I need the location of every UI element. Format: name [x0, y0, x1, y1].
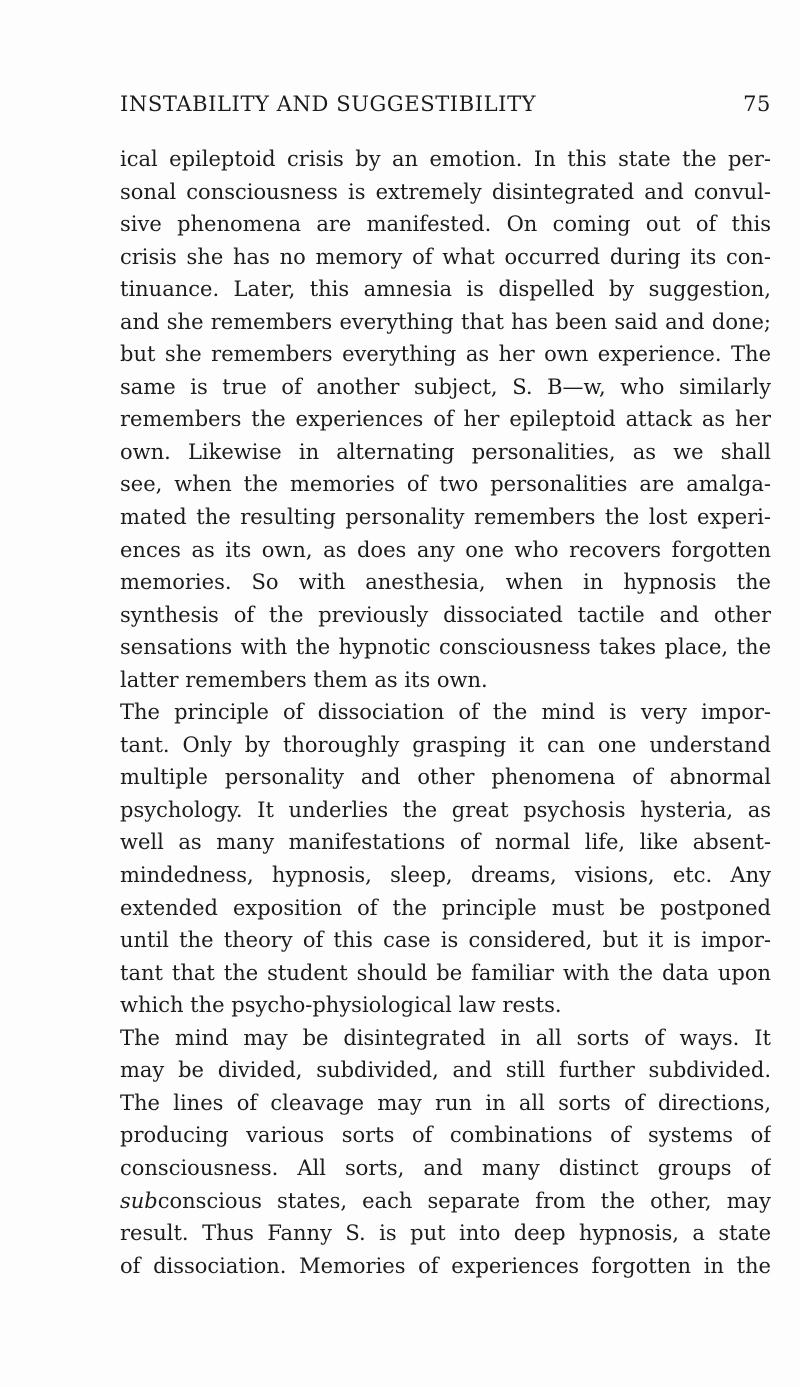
running-head [120, 92, 771, 122]
running-head-title: INSTABILITY AND SUGGESTIBILITY [120, 92, 537, 116]
text-line: sonal consciousness is extremely disintegrated and convul- [120, 179, 771, 204]
text-line-rest: conscious states, each separate from the other, may [157, 1188, 771, 1213]
text-line: tinuance. Later, this amnesia is dispelled by suggestion, [120, 277, 771, 302]
text-line: see, when the memories of two personalities are amalga- [120, 472, 771, 497]
text-line: The lines of cleavage may run in all sorts of directions, [120, 1090, 771, 1115]
text-line: until the theory of this case is considered, but it is impor- [120, 928, 771, 953]
text-line: sensations with the hypnotic consciousness takes place, the [120, 635, 771, 660]
text-line-paragraph-end: latter remembers them as its own. [120, 667, 488, 692]
text-line-with-italic [120, 1185, 771, 1218]
text-line: result. Thus Fanny S. is put into deep hypnosis, a state [120, 1221, 771, 1246]
text-line: psychology. It underlies the great psychosis hysteria, as [120, 797, 771, 822]
text-line: mindedness, hypnosis, sleep, dreams, visions, etc. Any [120, 863, 771, 888]
text-line: mated the resulting personality remembers the lost experi- [120, 505, 771, 530]
text-line: producing various sorts of combinations of systems of [120, 1123, 771, 1148]
text-line: sive phenomena are manifested. On coming out of this [120, 212, 771, 237]
text-line: consciousness. All sorts, and many distinct groups of [120, 1155, 771, 1180]
text-line: tant. Only by thoroughly grasping it can one understand [120, 732, 771, 757]
text-line: but she remembers everything as her own experience. The [120, 342, 771, 367]
body-text [120, 143, 771, 1282]
text-line: extended exposition of the principle must be postponed [120, 895, 771, 920]
text-line: ences as its own, as does any one who recovers forgotten [120, 537, 771, 562]
text-line: may be divided, subdivided, and still further subdivided. [120, 1058, 771, 1083]
text-line: ical epileptoid crisis by an emotion. In this state the per- [120, 147, 771, 171]
text-line: tant that the student should be familiar with the data upon [120, 960, 771, 985]
page-number: 75 [743, 92, 771, 116]
text-line: own. Likewise in alternating personalities, as we shall [120, 439, 771, 464]
text-line: remembers the experiences of her epileptoid attack as her [120, 407, 771, 432]
text-line: well as many manifestations of normal life, like absent- [120, 830, 771, 855]
text-line: of dissociation. Memories of experiences forgotten in the [120, 1253, 771, 1278]
text-line: multiple personality and other phenomena of abnormal [120, 765, 771, 790]
text-line: crisis she has no memory of what occurred during its con- [120, 244, 771, 269]
text-line: same is true of another subject, S. B—w, who similarly [120, 374, 771, 399]
italic-prefix: sub [120, 1188, 158, 1213]
text-line-paragraph-start: The principle of dissociation of the mind is very impor- [120, 700, 771, 725]
text-line-paragraph-end: which the psycho-physiological law rests. [120, 993, 562, 1018]
text-line: and she remembers everything that has been said and done; [120, 309, 771, 334]
text-line: synthesis of the previously dissociated tactile and other [120, 602, 771, 627]
text-line: memories. So with anesthesia, when in hypnosis the [120, 570, 771, 595]
text-line-paragraph-start: The mind may be disintegrated in all sorts of ways. It [120, 1025, 771, 1050]
